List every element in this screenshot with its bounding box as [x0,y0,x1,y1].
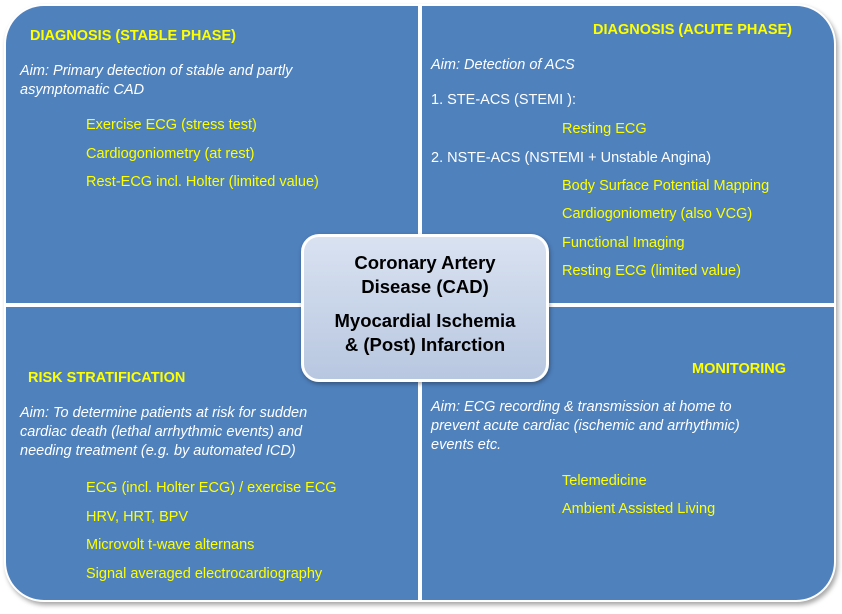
risk-item: ECG (incl. Holter ECG) / exercise ECG [86,480,337,496]
risk-aim-line-1: Aim: To determine patients at risk for sudden [20,405,308,421]
risk-heading: RISK STRATIFICATION [28,370,186,386]
risk-item: HRV, HRT, BPV [86,509,189,525]
stable-item: Cardiogoniometry (at rest) [86,146,255,162]
risk-aim-line-2: cardiac death (lethal arrhythmic events) and [20,424,303,440]
monitoring-item: Ambient Assisted Living [562,501,716,517]
monitoring-aim-line-1: Aim: ECG recording & transmission at home to [431,399,732,415]
center-title-line-2: Disease (CAD) [361,276,489,297]
center-title-line-1: Coronary Artery [354,252,496,273]
stable-item: Exercise ECG (stress test) [86,117,257,133]
center-subtitle-line-2: & (Post) Infarction [344,334,506,355]
stable-heading: DIAGNOSIS (STABLE PHASE) [30,28,236,44]
risk-item: Signal averaged electrocardiography [86,566,323,582]
stable-aim-line-1: Aim: Primary detection of stable and partly [20,63,293,79]
risk-aim-line-3: needing treatment (e.g. by automated ICD) [20,443,296,459]
stable-item: Rest-ECG incl. Holter (limited value) [86,174,319,190]
diagram-frame [4,4,836,602]
monitoring-aim-line-2: prevent acute cardiac (ischemic and arrhythmic) [431,418,740,434]
acute-nste-item: Body Surface Potential Mapping [562,178,770,194]
center-topic-box [301,234,549,382]
acute-nste-item: Resting ECG (limited value) [562,263,741,279]
acute-nste-item: Cardiogoniometry (also VCG) [562,206,753,222]
risk-item: Microvolt t-wave alternans [86,537,255,553]
stable-aim-line-2: asymptomatic CAD [20,82,145,98]
monitoring-aim-line-3: events etc. [431,437,502,453]
acute-nste-label: 2. NSTE-ACS (NSTEMI + Unstable Angina) [431,150,712,166]
monitoring-item: Telemedicine [562,473,647,489]
center-subtitle-line-1: Myocardial Ischemia [334,310,516,331]
monitoring-heading: MONITORING [692,361,786,377]
acute-ste-label: 1. STE-ACS (STEMI ): [431,92,577,108]
acute-nste-item: Functional Imaging [562,235,685,251]
acute-aim: Aim: Detection of ACS [431,57,575,73]
acute-heading: DIAGNOSIS (ACUTE PHASE) [593,22,792,38]
acute-ste-item: Resting ECG [562,121,647,137]
